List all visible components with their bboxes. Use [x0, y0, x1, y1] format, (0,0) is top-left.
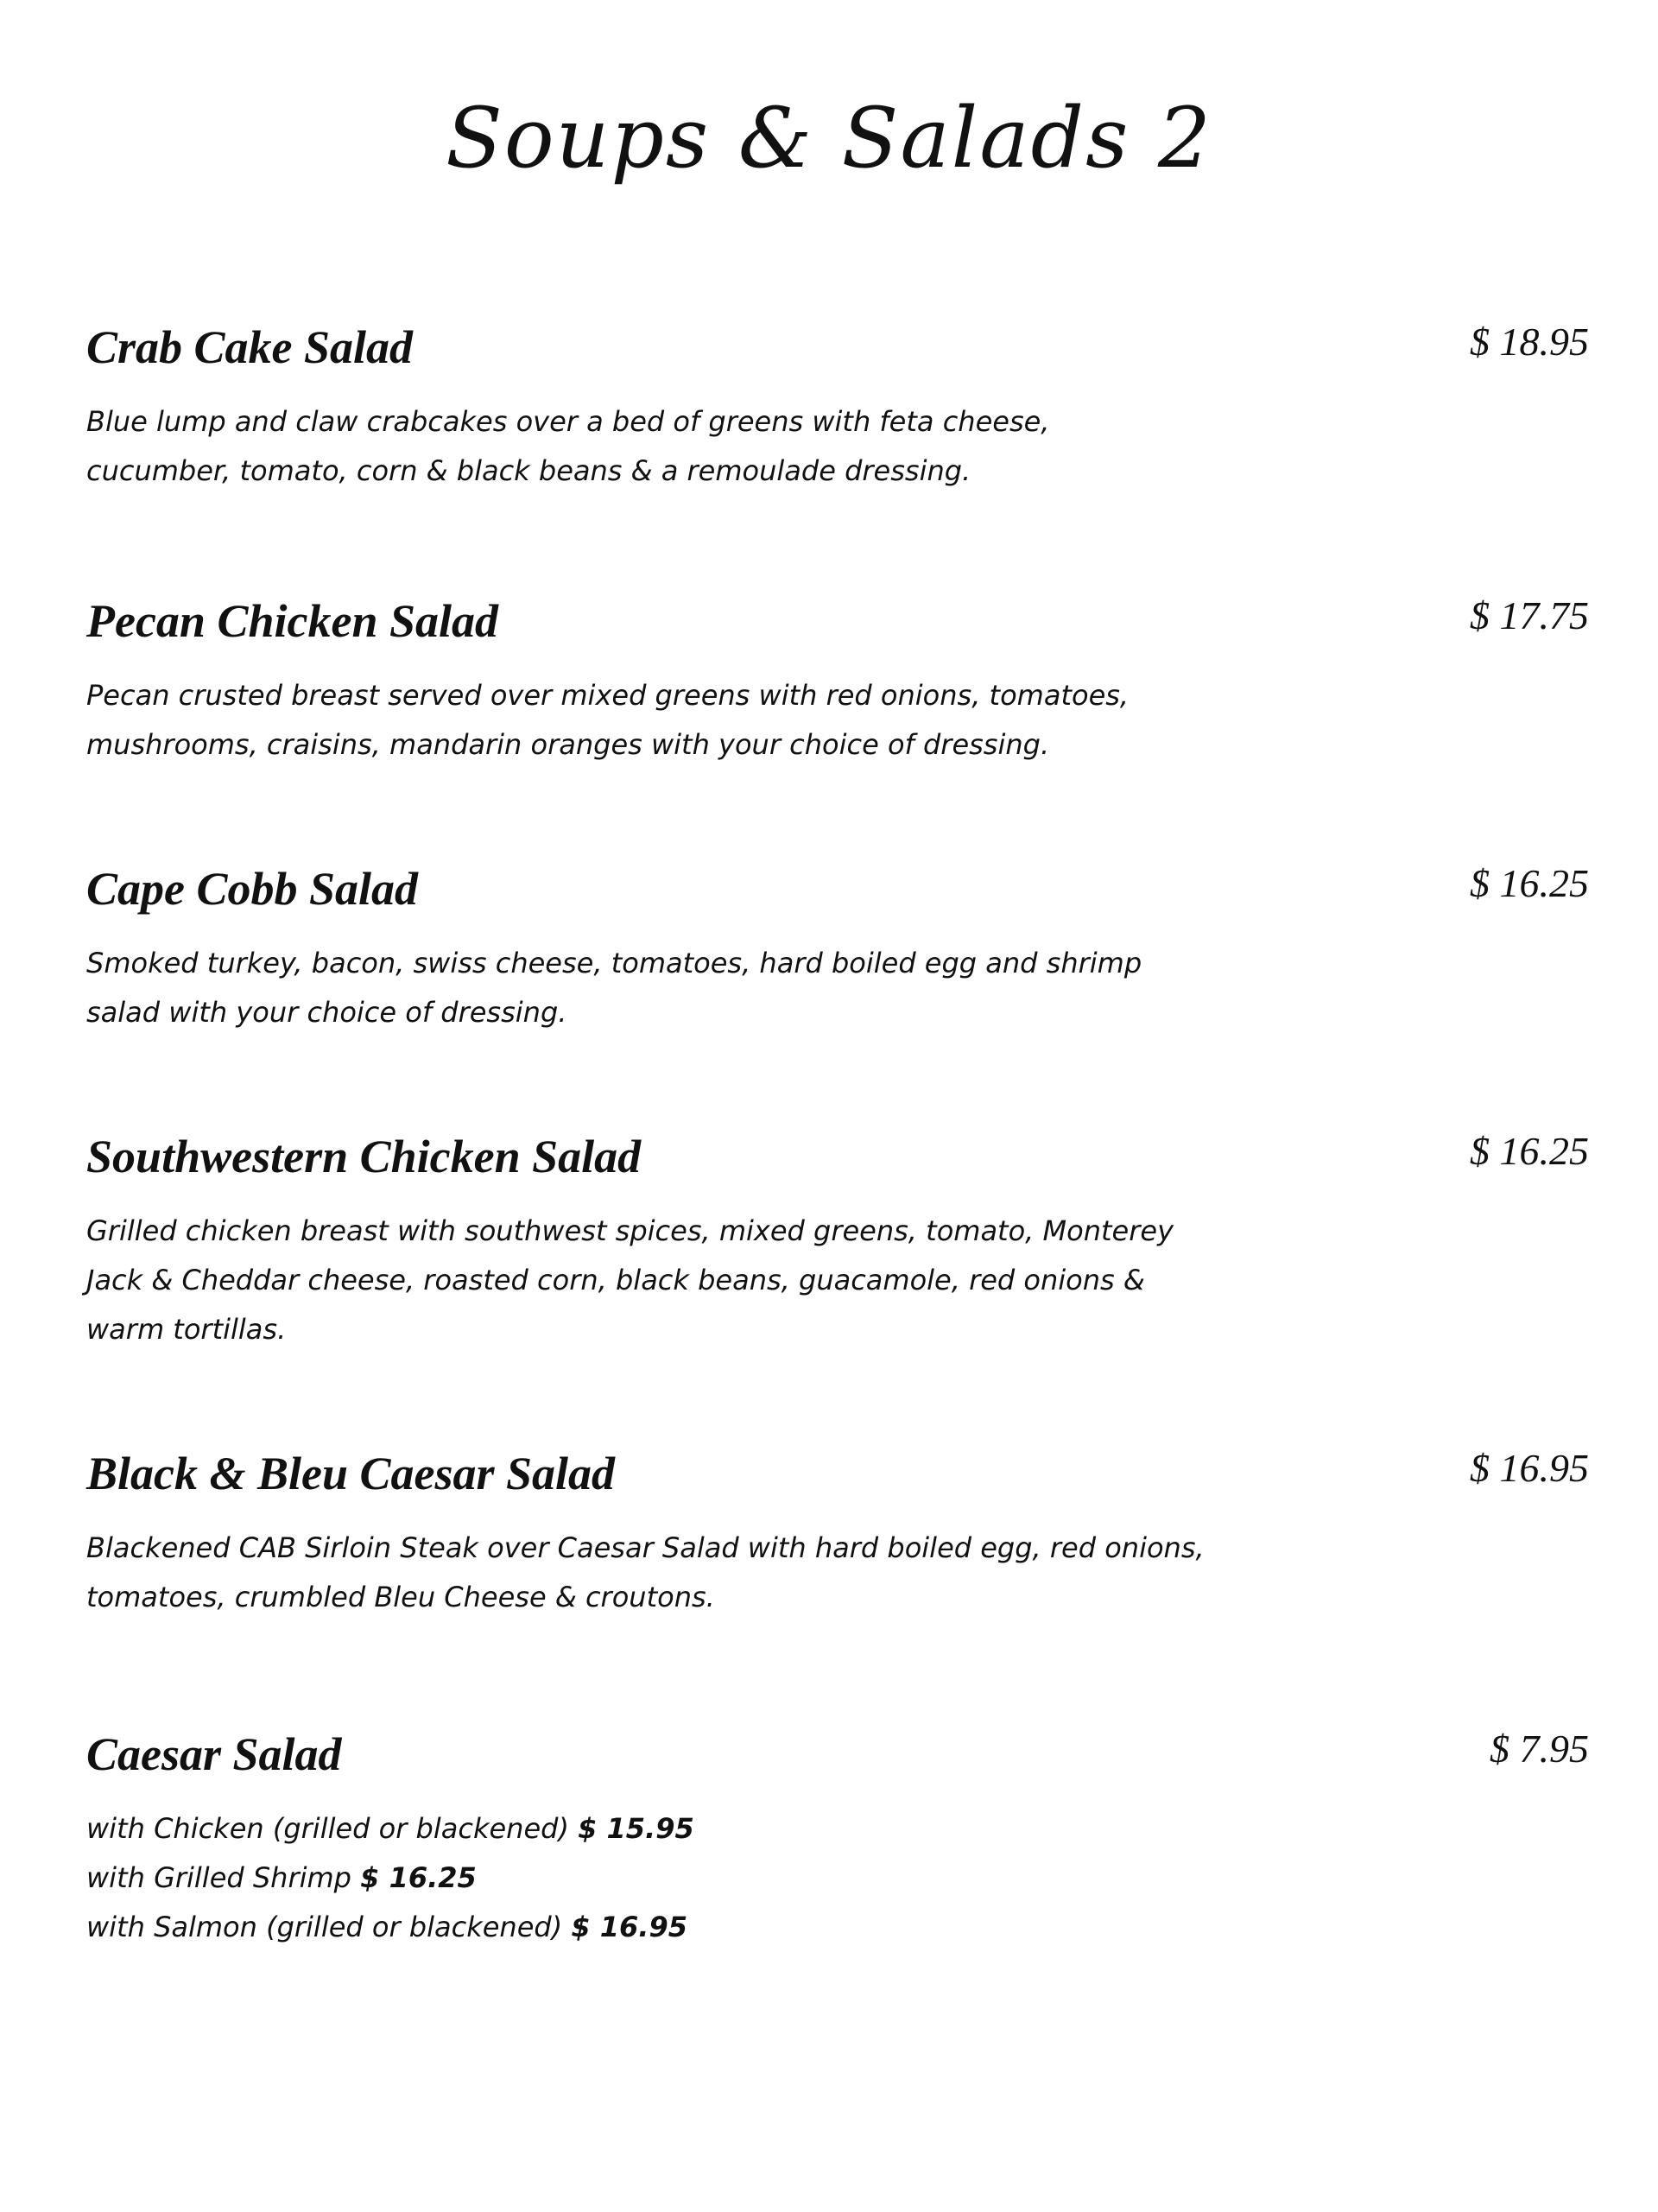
item-name: Caesar Salad: [86, 1728, 342, 1780]
item-description: [86, 671, 1226, 770]
item-price: $ 16.25: [1470, 861, 1589, 905]
description-line: Jack & Cheddar cheese, roasted corn, black beans, guacamole, red onions &: [86, 1264, 1145, 1296]
addon-label: with Salmon (grilled or blackened): [86, 1911, 563, 1943]
menu-item-pecan-chicken-salad: [86, 586, 1589, 854]
menu-item-black-bleu-caesar-salad: [86, 1439, 1589, 1720]
item-name: Cape Cobb Salad: [86, 863, 419, 915]
addon-price: $ 15.95: [578, 1812, 694, 1845]
description-line: warm tortillas.: [86, 1313, 287, 1346]
description-line: cucumber, tomato, corn & black beans & a remoulade dressing.: [86, 454, 971, 487]
item-price: $ 17.75: [1470, 593, 1589, 637]
menu-item-southwestern-chicken-salad: [86, 1122, 1589, 1439]
addon-label: with Chicken (grilled or blackened): [86, 1812, 569, 1845]
item-name: Black & Bleu Caesar Salad: [86, 1448, 616, 1499]
description-line: tomatoes, crumbled Bleu Cheese & croutons.: [86, 1581, 715, 1613]
item-name: Southwestern Chicken Salad: [86, 1131, 642, 1182]
description-line: Smoked turkey, bacon, swiss cheese, tomatoes, hard boiled egg and shrimp: [86, 947, 1142, 979]
description-line: Blue lump and claw crabcakes over a bed of greens with feta cheese,: [86, 405, 1050, 438]
description-line: Blackened CAB Sirloin Steak over Caesar Salad with hard boiled egg, red onions,: [86, 1531, 1205, 1564]
item-description: [86, 1207, 1226, 1354]
description-line: Grilled chicken breast with southwest spices, mixed greens, tomato, Monterey: [86, 1214, 1174, 1247]
item-description: [86, 397, 1226, 496]
item-name: Crab Cake Salad: [86, 321, 414, 373]
addon-option: [86, 1854, 1226, 1903]
item-description: [86, 939, 1226, 1037]
item-price: $ 7.95: [1490, 1727, 1589, 1771]
description-line: Pecan crusted breast served over mixed greens with red onions, tomatoes,: [86, 679, 1130, 712]
item-addons: [86, 1804, 1226, 1952]
item-price: $ 16.25: [1470, 1129, 1589, 1173]
menu-list: [86, 313, 1589, 1952]
addon-option: [86, 1903, 1226, 1952]
page-title: Soups & Salads 2: [446, 90, 1212, 187]
menu-item-caesar-salad: [86, 1720, 1589, 1952]
description-line: mushrooms, craisins, mandarin oranges with your choice of dressing.: [86, 728, 1050, 761]
description-line: salad with your choice of dressing.: [86, 996, 567, 1029]
menu-item-crab-cake-salad: [86, 313, 1589, 586]
addon-price: $ 16.95: [571, 1911, 687, 1943]
menu-item-cape-cobb-salad: [86, 854, 1589, 1122]
item-name: Pecan Chicken Salad: [86, 595, 499, 647]
addon-price: $ 16.25: [360, 1861, 477, 1894]
addon-option: [86, 1804, 1226, 1854]
addon-label: with Grilled Shrimp: [86, 1861, 351, 1894]
item-price: $ 18.95: [1470, 320, 1589, 364]
item-description: [86, 1524, 1226, 1622]
item-price: $ 16.95: [1470, 1446, 1589, 1490]
